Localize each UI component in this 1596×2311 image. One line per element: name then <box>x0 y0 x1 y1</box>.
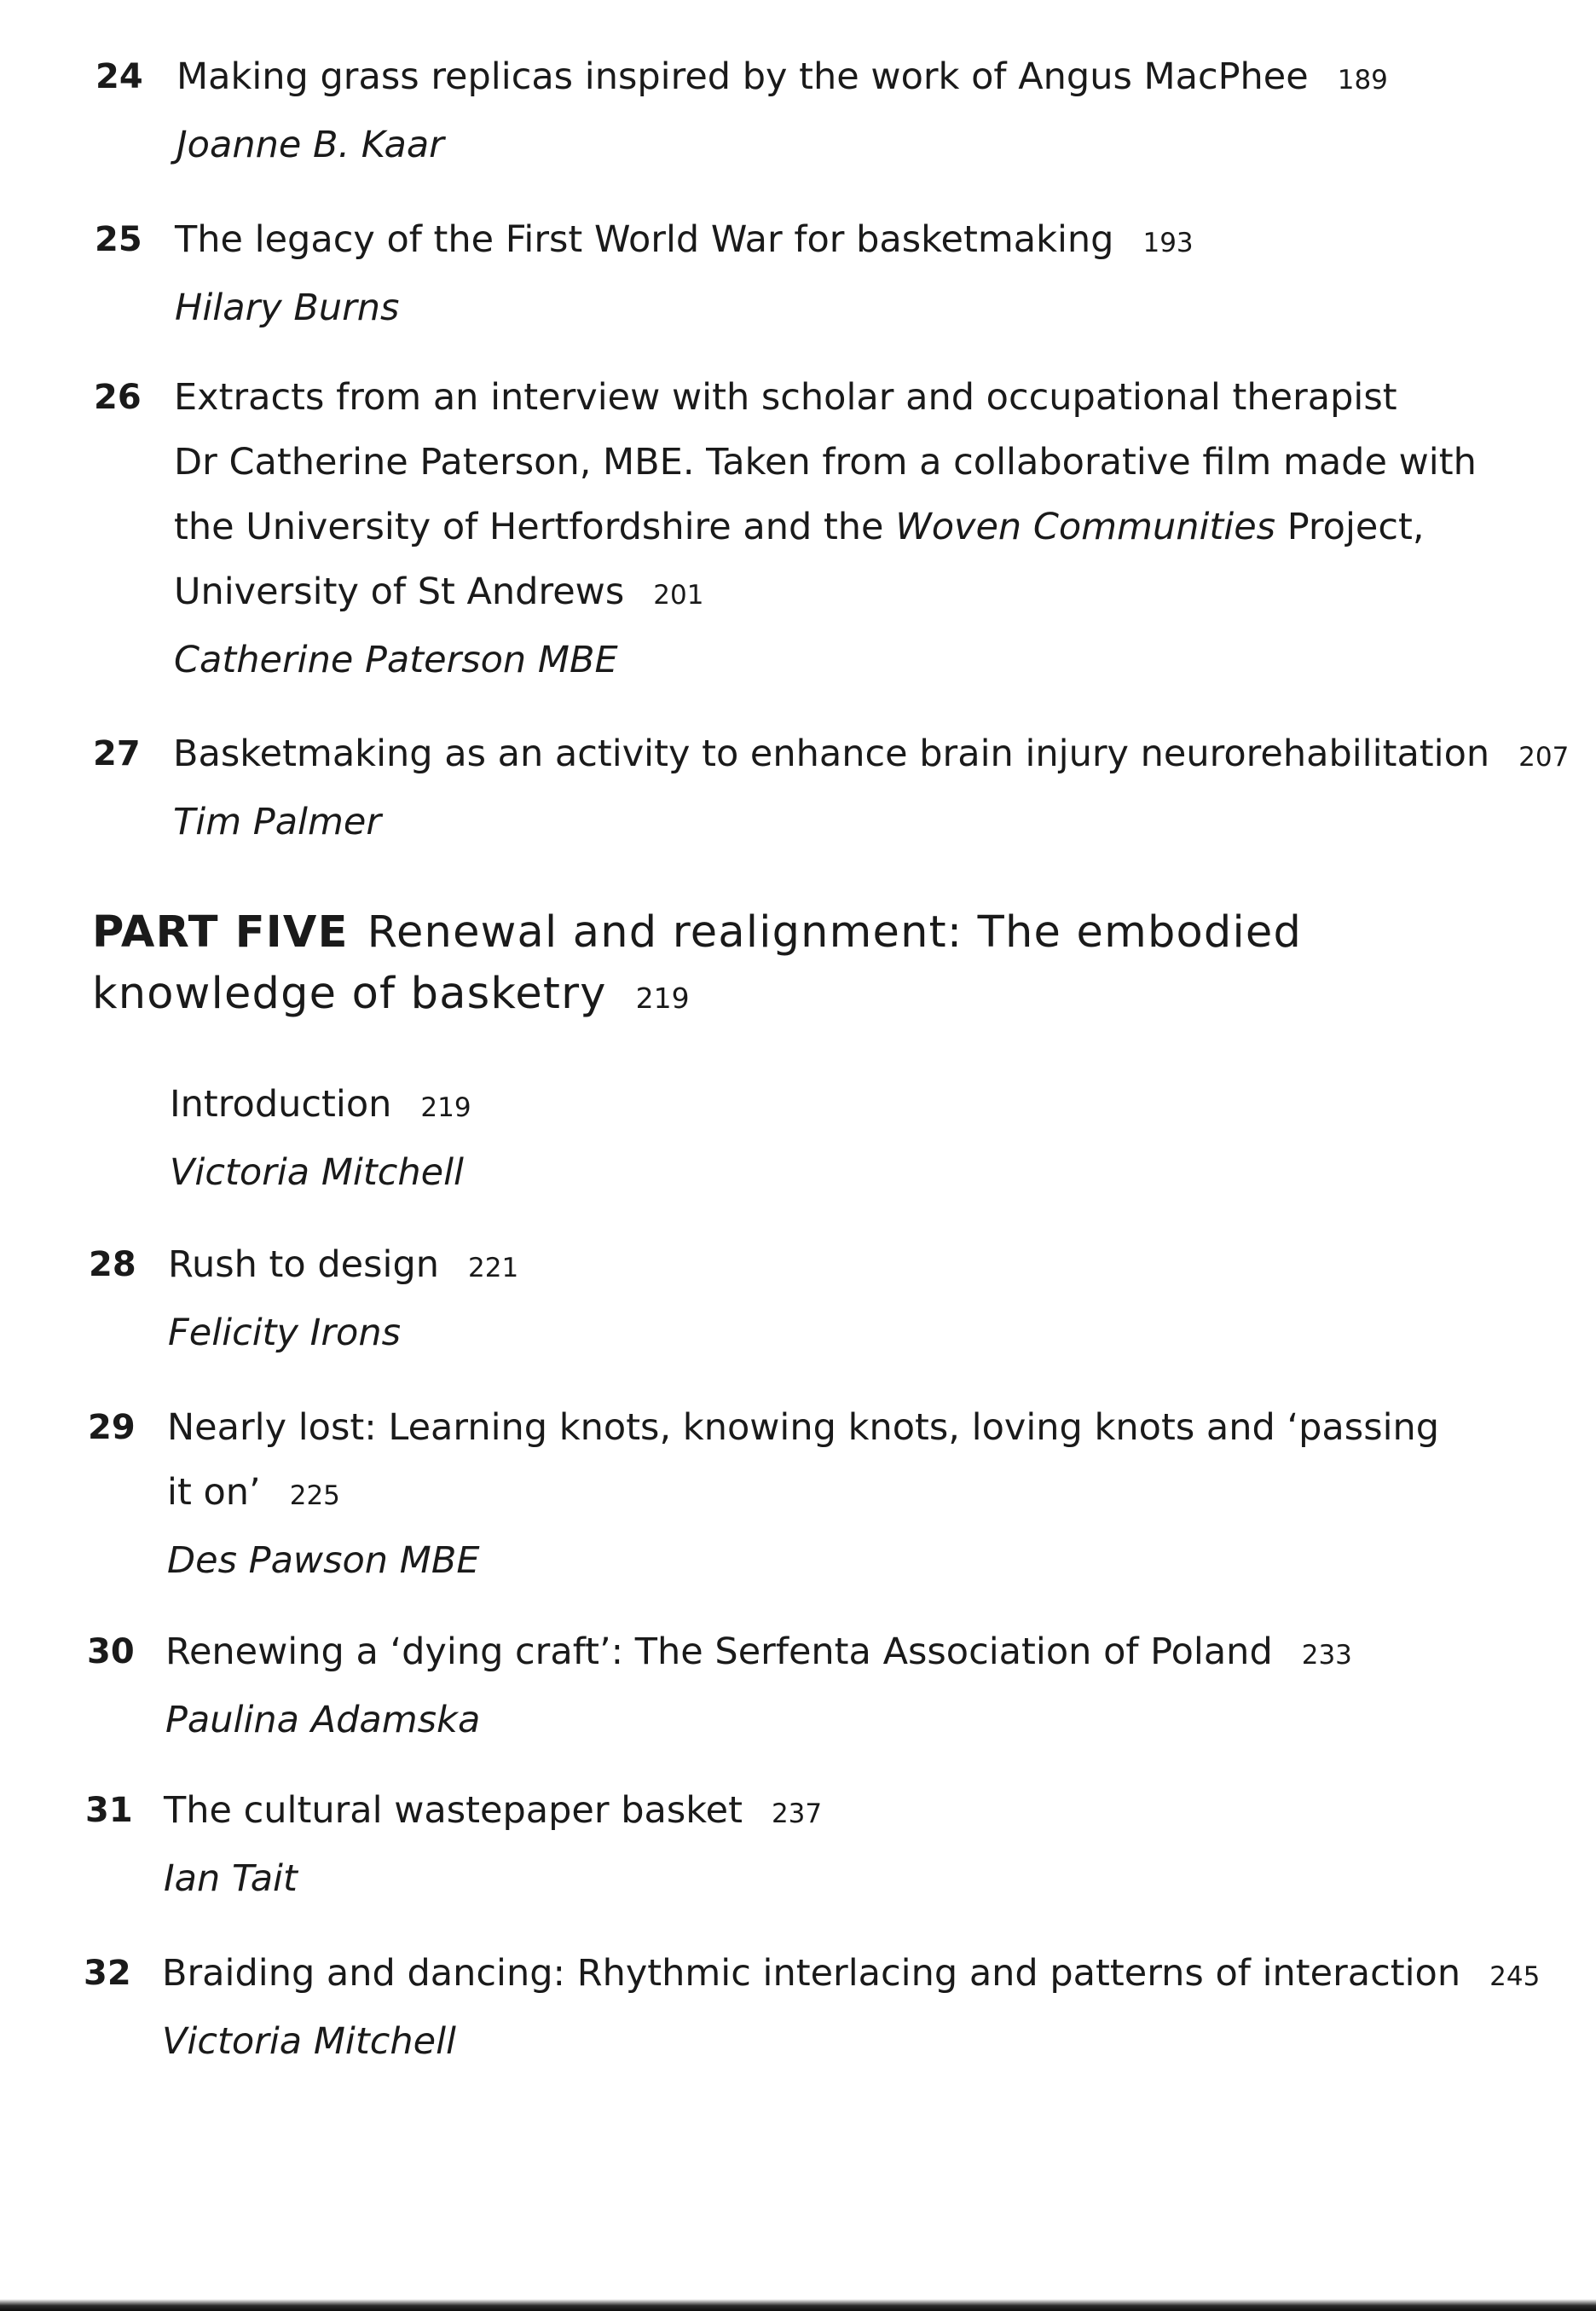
chapter-number: 25 <box>95 220 142 259</box>
part-heading <box>92 902 1302 1029</box>
chapter-author: Tim Palmer <box>173 801 382 843</box>
chapter-title-line: Extracts from an interview with scholar and occupational therapist <box>174 376 1397 419</box>
chapter-number: 28 <box>89 1245 136 1284</box>
part-label: PART FIVE <box>92 907 349 958</box>
chapter-number: 29 <box>88 1408 136 1447</box>
part-title: Renewal and realignment: The embodied <box>367 907 1303 958</box>
page-number: 193 <box>1142 228 1194 258</box>
chapter-text <box>168 1232 518 1365</box>
chapter-title-line: Nearly lost: Learning knots, knowing knots, loving knots and ‘passing <box>167 1406 1440 1449</box>
chapter-title: The cultural wastepaper basket 237 <box>164 1789 823 1832</box>
chapter-author: Ian Tait <box>164 1857 298 1900</box>
chapter-number: 32 <box>84 1954 131 1993</box>
chapter-number: 24 <box>95 57 143 96</box>
chapter-author: Victoria Mitchell <box>170 1151 464 1194</box>
page-number: 201 <box>653 580 704 611</box>
chapter-author: Catherine Paterson MBE <box>174 639 618 681</box>
chapter-author: Hilary Burns <box>175 287 400 329</box>
chapter-text <box>165 1619 1352 1752</box>
chapter-title: Rush to design 221 <box>168 1243 519 1286</box>
page-bottom-edge <box>0 2299 1596 2311</box>
chapter-title-line: Dr Catherine Paterson, MBE. Taken from a collaborative film made with <box>174 441 1477 484</box>
page-number: 233 <box>1301 1640 1352 1671</box>
project-name: Woven Communities <box>895 506 1276 548</box>
chapter-author: Victoria Mitchell <box>162 2020 456 2063</box>
chapter-title-line: the University of Hertfordshire and the Woven Communities Project, <box>174 506 1425 548</box>
chapter-author: Felicity Irons <box>168 1312 401 1354</box>
page-number: 225 <box>289 1480 340 1511</box>
page-number: 245 <box>1489 1961 1541 1992</box>
chapter-number: 27 <box>93 734 141 773</box>
chapter-text <box>173 721 1569 854</box>
chapter-title: Basketmaking as an activity to enhance brain injury neurorehabilitation 207 <box>173 733 1570 775</box>
page-number: 207 <box>1518 742 1570 773</box>
page-number: 219 <box>420 1092 471 1123</box>
chapter-author: Joanne B. Kaar <box>176 124 444 166</box>
chapter-text <box>164 1778 822 1911</box>
chapter-author: Paulina Adamska <box>165 1699 481 1741</box>
chapter-title-line: University of St Andrews 201 <box>174 571 704 613</box>
page-number: 219 <box>635 982 690 1015</box>
chapter-text <box>162 1941 1540 2074</box>
chapter-title: Making grass replicas inspired by the work of Angus MacPhee 189 <box>176 55 1388 98</box>
chapter-title: Braiding and dancing: Rhythmic interlacing and patterns of interaction 245 <box>162 1952 1541 1995</box>
chapter-title-line: it on’ 225 <box>167 1471 340 1514</box>
page-number: 221 <box>468 1253 519 1283</box>
chapter-text <box>176 44 1388 177</box>
chapter-number: 31 <box>85 1791 133 1830</box>
page-number: 189 <box>1337 65 1388 96</box>
chapter-number: 30 <box>87 1632 135 1671</box>
chapter-number: 26 <box>94 378 142 417</box>
chapter-text <box>170 1072 471 1205</box>
chapter-title: Renewing a ‘dying craft’: The Serfenta Association of Poland 233 <box>165 1630 1352 1673</box>
page-number: 237 <box>771 1798 823 1829</box>
chapter-text <box>175 207 1194 340</box>
chapter-author: Des Pawson MBE <box>167 1539 480 1582</box>
chapter-title: Introduction 219 <box>170 1083 471 1126</box>
chapter-title: The legacy of the First World War for basketmaking 193 <box>175 218 1194 261</box>
part-title-line2: knowledge of basketry <box>92 969 607 1019</box>
chapter-text <box>167 1395 1439 1593</box>
chapter-text <box>174 365 1477 692</box>
